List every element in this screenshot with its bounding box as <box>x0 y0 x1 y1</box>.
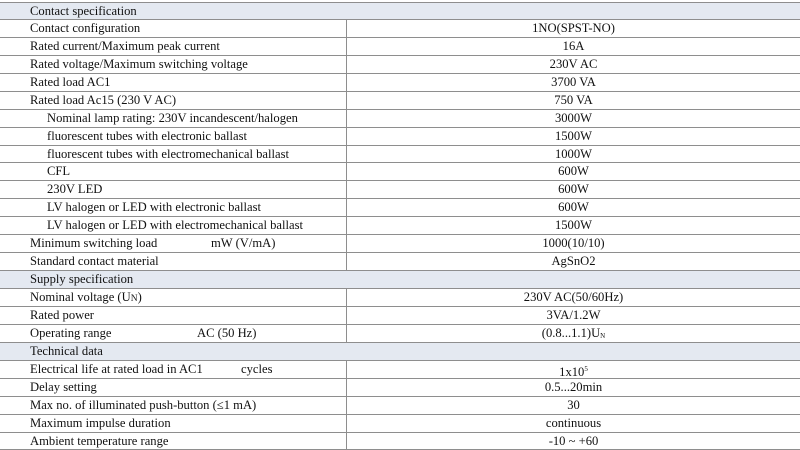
row-value: 16A <box>346 38 800 55</box>
table-row <box>0 74 800 92</box>
row-unit: cycles <box>241 361 272 378</box>
table-row <box>0 56 800 74</box>
table-row <box>0 325 800 343</box>
row-value: 230V AC(50/60Hz) <box>346 289 800 306</box>
row-value: 230V AC <box>346 56 800 73</box>
table-row <box>0 361 800 379</box>
row-label: Rated load AC1 <box>0 74 346 91</box>
row-label-text: Electrical life at rated load in AC1 <box>30 362 203 376</box>
row-value: 1500W <box>346 217 800 234</box>
row-unit: mW (V/mA) <box>211 235 275 252</box>
section-header-technical <box>0 343 800 361</box>
row-label: LV halogen or LED with electronic ballast <box>0 199 346 216</box>
row-label: Nominal lamp rating: 230V incandescent/halogen <box>0 110 346 127</box>
row-label: fluorescent tubes with electronic ballast <box>0 128 346 145</box>
row-label <box>0 361 346 378</box>
row-label: LV halogen or LED with electromechanical ballast <box>0 217 346 234</box>
table-row <box>0 289 800 307</box>
row-label: Maximum impulse duration <box>0 415 346 432</box>
row-unit: AC (50 Hz) <box>197 325 256 342</box>
table-row <box>0 146 800 164</box>
row-label: Standard contact material <box>0 253 346 270</box>
row-value: 600W <box>346 199 800 216</box>
section-header-contact <box>0 2 800 20</box>
table-row <box>0 92 800 110</box>
row-value <box>346 361 800 378</box>
table-row <box>0 199 800 217</box>
row-value: 1000W <box>346 146 800 163</box>
row-label-text: Minimum switching load <box>30 236 157 250</box>
row-label-text: Operating range <box>30 326 111 340</box>
row-value: 3000W <box>346 110 800 127</box>
row-value-superscript: 5 <box>584 365 588 373</box>
row-label: CFL <box>0 163 346 180</box>
row-value: 1NO(SPST-NO) <box>346 20 800 37</box>
row-label: Contact configuration <box>0 20 346 37</box>
table-row <box>0 128 800 146</box>
row-label: 230V LED <box>0 181 346 198</box>
section-title: Contact specification <box>0 3 800 19</box>
row-label <box>0 325 346 342</box>
row-value <box>346 325 800 342</box>
row-value: 0.5...20min <box>346 379 800 396</box>
contact-spec-table <box>0 2 800 450</box>
row-value-text: 1x10 <box>559 365 584 379</box>
row-label-close: ) <box>138 290 142 304</box>
row-value: 3VA/1.2W <box>346 307 800 324</box>
table-row <box>0 181 800 199</box>
table-row <box>0 235 800 253</box>
row-label: Ambient temperature range <box>0 433 346 450</box>
section-header-supply <box>0 271 800 289</box>
table-row <box>0 415 800 433</box>
table-row <box>0 433 800 450</box>
table-row <box>0 38 800 56</box>
table-row <box>0 379 800 397</box>
table-row <box>0 217 800 235</box>
row-value-text: (0.8...1.1)U <box>542 326 600 340</box>
table-row <box>0 163 800 181</box>
row-value: 750 VA <box>346 92 800 109</box>
row-label <box>0 289 346 306</box>
table-row <box>0 253 800 271</box>
row-value: 30 <box>346 397 800 414</box>
table-row <box>0 397 800 415</box>
row-label: Rated voltage/Maximum switching voltage <box>0 56 346 73</box>
section-title: Technical data <box>0 343 800 360</box>
table-row <box>0 20 800 38</box>
row-value-subscript: N <box>600 332 605 340</box>
row-label: Rated load Ac15 (230 V AC) <box>0 92 346 109</box>
row-label: Delay setting <box>0 379 346 396</box>
row-value: AgSnO2 <box>346 253 800 270</box>
row-label-subscript: N <box>131 294 138 304</box>
row-value: 600W <box>346 163 800 180</box>
row-value: 1500W <box>346 128 800 145</box>
row-value: 3700 VA <box>346 74 800 91</box>
row-label: Max no. of illuminated push-button (≤1 mA) <box>0 397 346 414</box>
section-title: Supply specification <box>0 271 800 288</box>
row-label: Rated power <box>0 307 346 324</box>
row-label <box>0 235 346 252</box>
row-value: -10 ~ +60 <box>346 433 800 450</box>
row-value: 600W <box>346 181 800 198</box>
table-row <box>0 307 800 325</box>
row-value: 1000(10/10) <box>346 235 800 252</box>
row-label: Rated current/Maximum peak current <box>0 38 346 55</box>
row-label-text: Nominal voltage (U <box>30 290 131 304</box>
row-label: fluorescent tubes with electromechanical ballast <box>0 146 346 163</box>
row-value: continuous <box>346 415 800 432</box>
table-row <box>0 110 800 128</box>
